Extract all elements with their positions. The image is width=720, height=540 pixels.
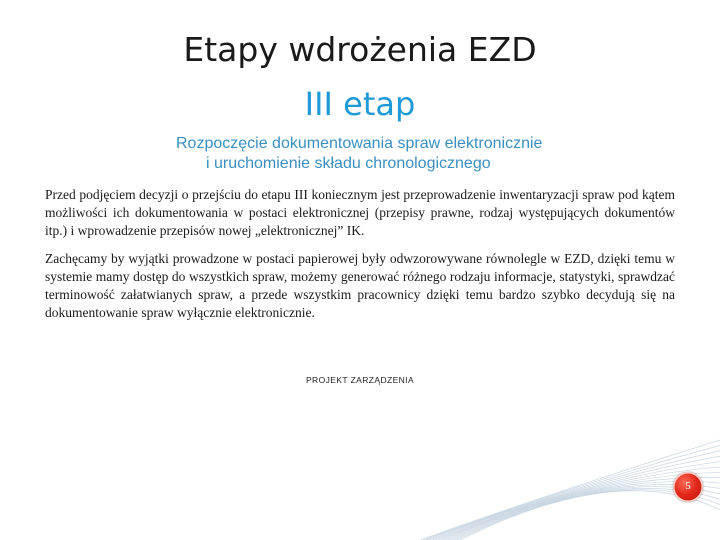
body-paragraph-1: Przed podjęciem decyzji o przejściu do etapu III koniecznym jest przeprowadzenie inwentaryzacji spraw pod kątem możliwości ich dokumentowania w postaci elektronicznej (przepisy prawne, rodzaj występujących dokumentów itp.) i wprowadzenie przepisów nowej „elektronicznej” IK. [45, 187, 675, 238]
decor-line [432, 462, 720, 540]
slide-subtitle-line-1: Rozpoczęcie dokumentowania spraw elektronicznie [176, 135, 543, 152]
slide-title: Etapy wdrożenia EZD [183, 30, 537, 69]
page-number-badge [673, 472, 703, 502]
project-label: PROJEKT ZARZĄDZENIA [305, 375, 415, 385]
body-paragraph-2: Zachęcamy by wyjątki prowadzone w postaci papierowej były odwzorowywane równolegle w EZD, dzięki temu w systemie mamy dostęp do wszystkich spraw, możemy generować różnego rodzaju informacje, statystyki, sprawdzać terminowość załatwianych spraw, a przede wszystkim pracownicy dzięki temu bardzo szybko decydują się na dokumentowanie spraw wyłącznie elektronicznie. [45, 251, 675, 320]
page-number: 5 [685, 480, 691, 492]
slide-stage-title: III etap [304, 85, 416, 123]
slide-subtitle-line-2: i uruchomienie składu chronologicznego [206, 155, 491, 172]
